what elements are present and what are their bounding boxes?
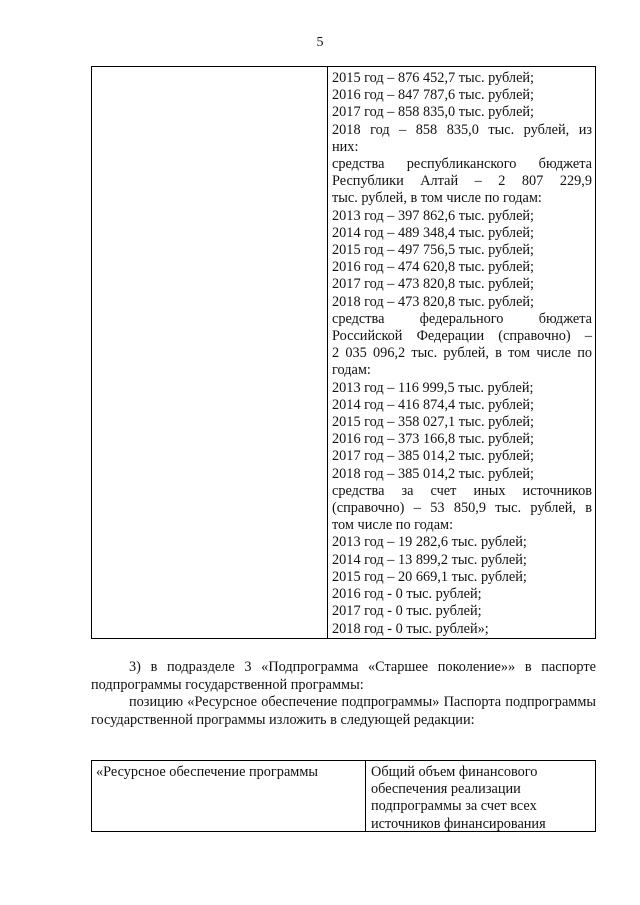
paragraph-position xyxy=(91,694,596,729)
paragraph-subsection-3 xyxy=(91,659,596,694)
resource-line: подпрограммы за счет всех xyxy=(371,798,537,815)
resource-table xyxy=(91,760,596,832)
funding-line: 2 035 096,2 тыс. рублей, в том числе по xyxy=(332,345,592,362)
funding-line: 2017 год – 385 014,2 тыс. рублей; xyxy=(332,448,535,465)
paragraph-text: позицию «Ресурсное обеспечение подпрограммы» Паспорта подпрограммы государственной программы изложить в следующей редакции: xyxy=(91,694,596,728)
funding-line: 2013 год – 19 282,6 тыс. рублей; xyxy=(332,534,527,551)
funding-line: 2016 год – 847 787,6 тыс. рублей; xyxy=(332,87,535,104)
funding-line: 2016 год – 474 620,8 тыс. рублей; xyxy=(332,259,535,276)
funding-line: 2015 год – 358 027,1 тыс. рублей; xyxy=(332,414,535,431)
funding-line: (справочно) – 53 850,9 тыс. рублей, в xyxy=(332,500,592,517)
funding-line: 2014 год – 13 899,2 тыс. рублей; xyxy=(332,551,527,568)
funding-line: 2013 год – 116 999,5 тыс. рублей; xyxy=(332,379,534,396)
funding-line: 2016 год - 0 тыс. рублей; xyxy=(332,586,482,603)
funding-line: средства федерального бюджета xyxy=(332,310,592,327)
funding-line: 2017 год – 473 820,8 тыс. рублей; xyxy=(332,276,535,293)
funding-line: средства республиканского бюджета xyxy=(332,156,592,173)
table-divider xyxy=(327,67,328,638)
funding-line: 2015 год – 497 756,5 тыс. рублей; xyxy=(332,242,535,259)
page-number: 5 xyxy=(316,35,324,50)
funding-line: 2014 год – 416 874,4 тыс. рублей; xyxy=(332,396,535,413)
paragraph-text: 3) в подразделе 3 «Подпрограмма «Старшее поколение»» в паспорте подпрограммы государственной программы: xyxy=(91,659,596,693)
funding-line: 2013 год – 397 862,6 тыс. рублей; xyxy=(332,207,535,224)
funding-table xyxy=(91,66,596,639)
funding-line: том числе по годам: xyxy=(332,517,454,534)
funding-line: 2018 год – 473 820,8 тыс. рублей; xyxy=(332,293,535,310)
resource-line: источников финансирования xyxy=(371,815,546,832)
table-divider xyxy=(365,761,366,831)
funding-line: 2018 год - 0 тыс. рублей»; xyxy=(332,620,489,637)
table-right-cell xyxy=(332,70,592,638)
funding-line: 2016 год – 373 166,8 тыс. рублей; xyxy=(332,431,535,448)
funding-line: 2018 год – 858 835,0 тыс. рублей, из xyxy=(332,121,592,138)
funding-line: 2017 год – 858 835,0 тыс. рублей; xyxy=(332,104,535,121)
funding-line: 2017 год - 0 тыс. рублей; xyxy=(332,603,482,620)
funding-line: Российской Федерации (справочно) – xyxy=(332,328,592,345)
funding-line: 2015 год – 20 669,1 тыс. рублей; xyxy=(332,568,527,585)
funding-line: 2018 год – 385 014,2 тыс. рублей; xyxy=(332,465,535,482)
funding-line: них: xyxy=(332,138,359,155)
funding-line: средства за счет иных источников xyxy=(332,482,592,499)
funding-line: тыс. рублей, в том числе по годам: xyxy=(332,190,542,207)
funding-line: 2014 год – 489 348,4 тыс. рублей; xyxy=(332,224,535,241)
table-left-cell: «Ресурсное обеспечение программы xyxy=(96,764,318,780)
resource-line: обеспечения реализации xyxy=(371,781,521,798)
funding-line: Республики Алтай – 2 807 229,9 xyxy=(332,173,592,190)
funding-line: годам: xyxy=(332,362,371,379)
table-right-cell xyxy=(371,764,591,833)
funding-line: 2015 год – 876 452,7 тыс. рублей; xyxy=(332,70,535,86)
resource-line: Общий объем финансового xyxy=(371,764,538,780)
